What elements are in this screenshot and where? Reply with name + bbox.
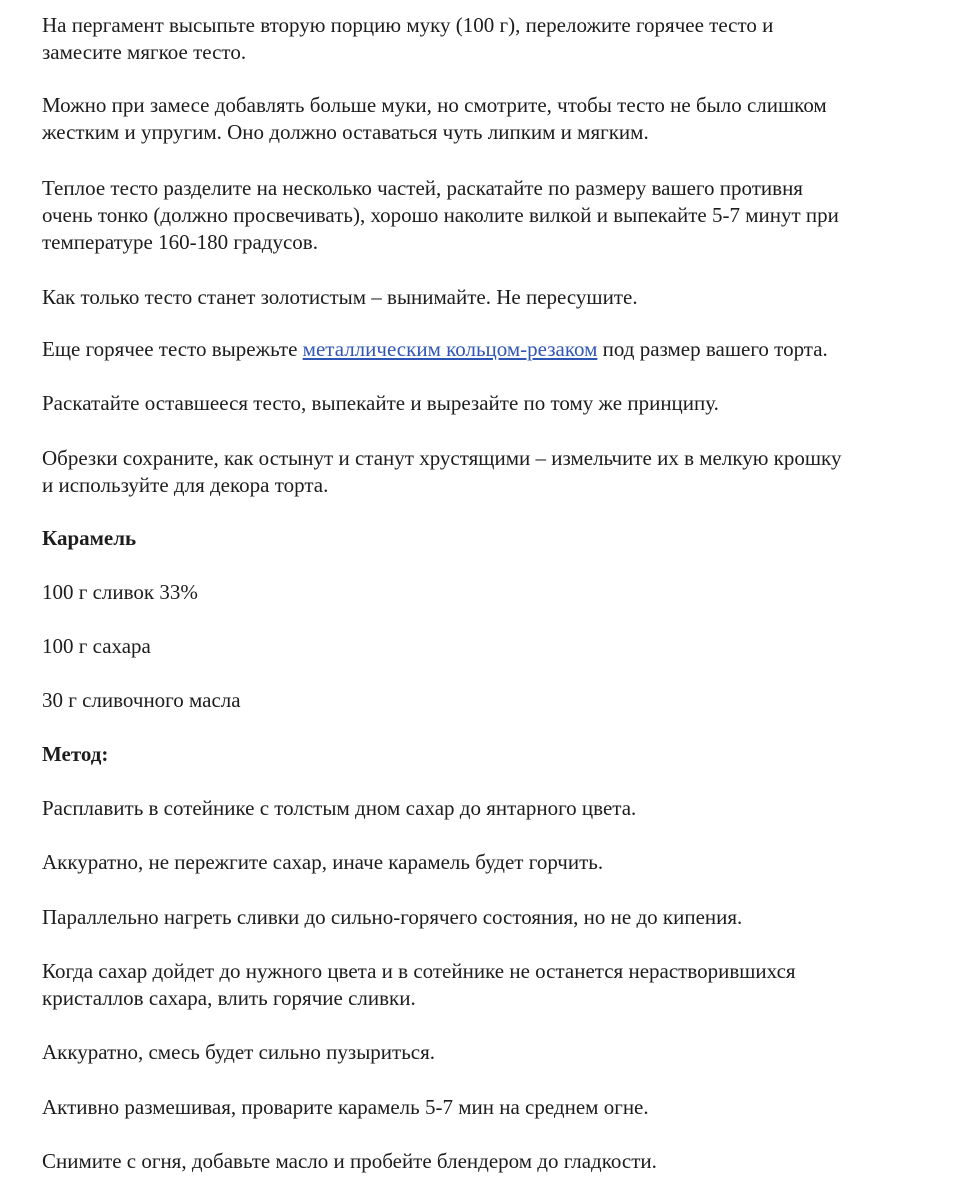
ingredient-item [42,687,932,714]
ingredient-text: 100 г сливок 33% [42,580,198,604]
step-text: Активно размешивая, проварите карамель 5-7 мин на среднем огне. [42,1095,649,1119]
text-before-link: Еще горячее тесто вырежьте [42,337,303,361]
text-line: очень тонко (должно просвечивать), хорошо наколите вилкой и выпекайте 5-7 минут при [42,203,839,227]
step-text: Расплавить в сотейнике с толстым дном сахар до янтарного цвета. [42,796,637,820]
text-line: температуре 160-180 градусов. [42,230,318,254]
paragraph-dough-flour [42,12,932,66]
paragraph-dough-baking [42,175,932,256]
text-line: и используйте для декора торта. [42,473,329,497]
ring-cutter-link[interactable]: металлическим кольцом-резаком [302,337,598,361]
caramel-heading [42,525,932,552]
method-step [42,958,932,1012]
text-line: замесите мягкое тесто. [42,40,247,64]
ingredient-item [42,579,932,606]
method-step [42,849,932,876]
paragraph-roll-remaining [42,390,932,417]
paragraph-trimmings [42,445,932,499]
step-text: кристаллов сахара, влить горячие сливки. [42,986,416,1010]
method-step [42,795,932,822]
ingredient-item [42,633,932,660]
method-step [42,904,932,931]
paragraph-cut-ring [42,336,932,363]
text-line: Обрезки сохраните, как остынут и станут хрустящими – измельчите их в мелкую крошку [42,446,842,470]
ingredient-text: 30 г сливочного масла [42,688,241,712]
text-line: жестким и упругим. Оно должно оставаться чуть липким и мягким. [42,120,649,144]
step-text: Аккуратно, смесь будет сильно пузыриться. [42,1040,436,1064]
paragraph-dough-kneading [42,92,932,146]
heading-text: Карамель [42,526,137,550]
text-line: Раскатайте оставшееся тесто, выпекайте и вырезайте по тому же принципу. [42,391,719,415]
method-step [42,1148,932,1175]
method-step [42,1039,932,1066]
method-step [42,1094,932,1121]
text-line: Как только тесто станет золотистым – вынимайте. Не пересушите. [42,285,638,309]
step-text: Параллельно нагреть сливки до сильно-горячего состояния, но не до кипения. [42,905,743,929]
step-text: Аккуратно, не пережгите сахар, иначе карамель будет горчить. [42,850,604,874]
paragraph-golden [42,284,932,311]
text-line [42,336,932,363]
text-line: На пергамент высыпьте вторую порцию муку (100 г), переложите горячее тесто и [42,13,774,37]
step-text: Когда сахар дойдет до нужного цвета и в сотейнике не останется нерастворившихся [42,959,796,983]
ingredient-text: 100 г сахара [42,634,151,658]
method-heading [42,741,932,768]
text-line: Теплое тесто разделите на несколько частей, раскатайте по размеру вашего противня [42,176,803,200]
heading-text: Метод: [42,742,109,766]
text-line: Можно при замесе добавлять больше муки, но смотрите, чтобы тесто не было слишком [42,93,827,117]
step-text: Снимите с огня, добавьте масло и пробейте блендером до гладкости. [42,1149,657,1173]
text-after-link: под размер вашего торта. [597,337,828,361]
